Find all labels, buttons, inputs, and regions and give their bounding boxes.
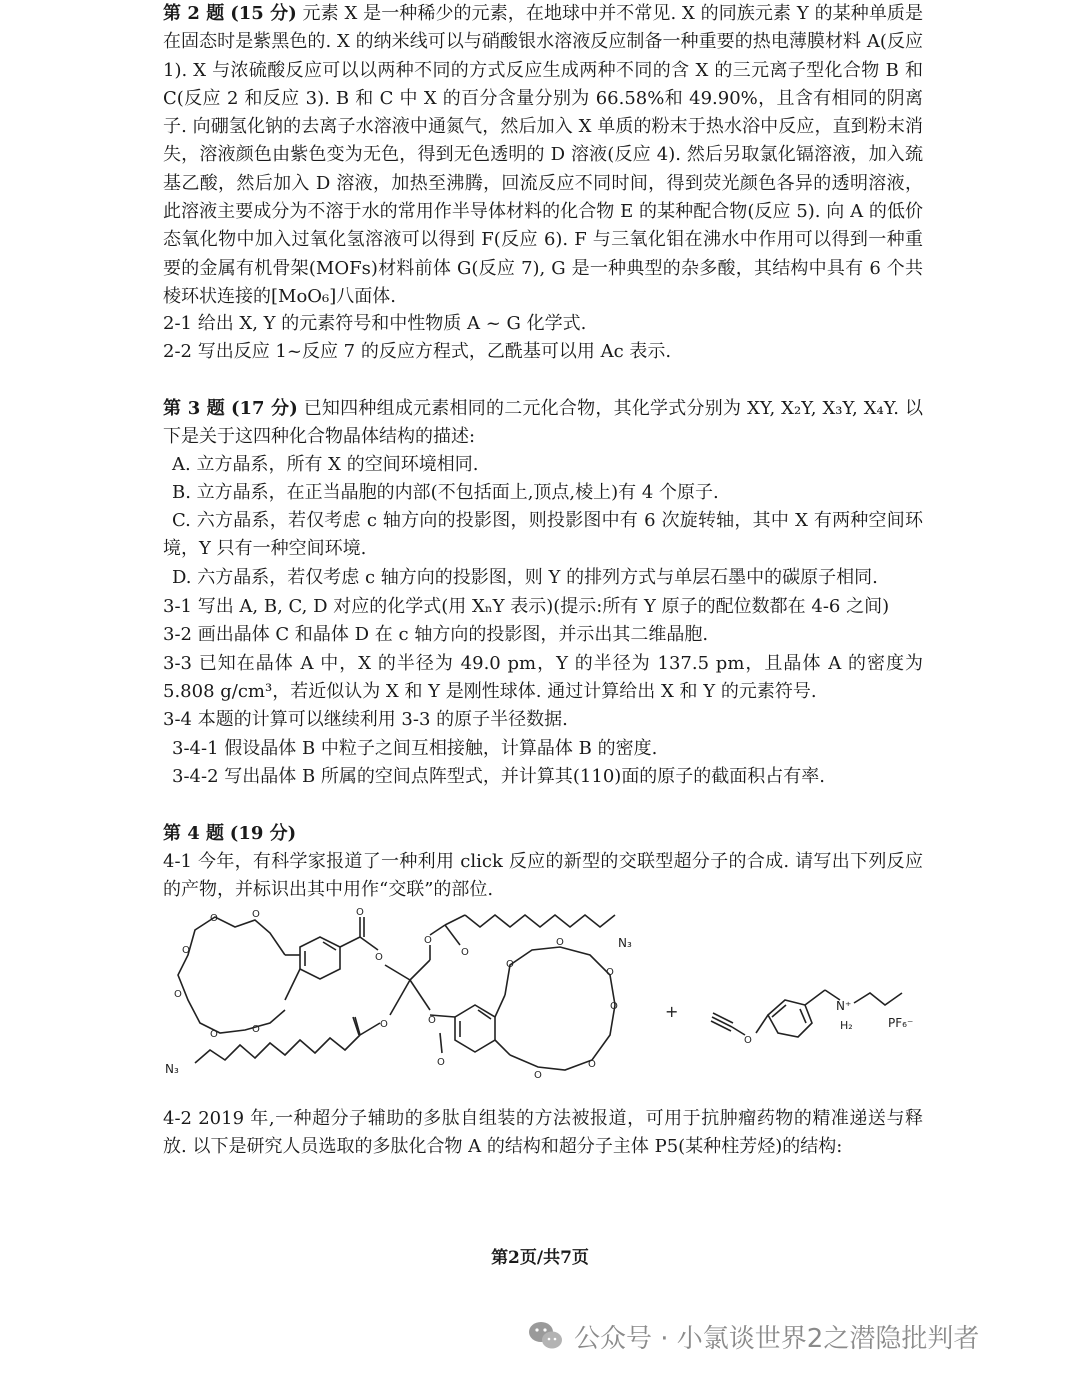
svg-text:O: O bbox=[174, 989, 182, 1000]
benzene-ring-right bbox=[430, 995, 510, 1068]
svg-text:O: O bbox=[252, 909, 260, 920]
watermark-text: 公众号 · 小氯谈世界2之潜隐批判者 bbox=[574, 1323, 980, 1354]
page-number-footer: 第2页/共7页 bbox=[491, 1248, 589, 1268]
q3-intro-block bbox=[163, 395, 923, 452]
q3-score: (17 分) bbox=[230, 398, 298, 419]
svg-text:O: O bbox=[506, 959, 514, 970]
svg-text:O: O bbox=[380, 1019, 388, 1030]
svg-text:O: O bbox=[437, 1057, 445, 1068]
plus-sign: + bbox=[665, 1002, 679, 1021]
azide-label-left: N₃ bbox=[165, 1062, 179, 1076]
q3-option-c-text: C. 六方晶系，若仅考虑 c 轴方向的投影图，则投影图中有 6 次旋转轴，其中 X 有两种空间环境，Y 只有一种空间环境. bbox=[163, 510, 923, 560]
ammonium-h2-label: H₂ bbox=[840, 1019, 853, 1032]
q2-body bbox=[163, 0, 923, 311]
q3-option-a: A. 立方晶系，所有 X 的空间环境相同. bbox=[172, 454, 479, 475]
svg-text:O: O bbox=[428, 1015, 436, 1026]
svg-text:O: O bbox=[252, 1024, 260, 1035]
q2-title: 第 2 题 bbox=[163, 3, 225, 24]
svg-text:O: O bbox=[210, 913, 218, 924]
q3-sub3 bbox=[163, 650, 923, 707]
crown-ether-left bbox=[174, 909, 285, 1040]
svg-text:O: O bbox=[182, 945, 190, 956]
q4-title: 第 4 题 bbox=[163, 823, 225, 844]
pentaerythritol-core bbox=[380, 915, 469, 1030]
svg-text:O: O bbox=[588, 1059, 596, 1070]
svg-text:O: O bbox=[556, 937, 564, 948]
q4-sub2 bbox=[163, 1105, 923, 1162]
svg-text:O: O bbox=[375, 952, 383, 963]
svg-text:O: O bbox=[606, 967, 614, 978]
q3-sub4-1: 3-4-1 假设晶体 B 中粒子之间互相接触，计算晶体 B 的密度. bbox=[172, 738, 658, 759]
alkyne-ammonium-reagent bbox=[711, 990, 913, 1046]
q3-option-d: D. 六方晶系，若仅考虑 c 轴方向的投影图，则 Y 的排列方式与单层石墨中的碳原子相同. bbox=[172, 567, 878, 588]
svg-text:O: O bbox=[534, 1070, 542, 1081]
q3-sub4-2: 3-4-2 写出晶体 B 所属的空间点阵型式，并计算其(110)面的原子的截面积占有率. bbox=[172, 766, 826, 787]
q3-sub4: 3-4 本题的计算可以继续利用 3-3 的原子半径数据. bbox=[163, 709, 568, 730]
q3-sub3-text: 3-3 已知在晶体 A 中，X 的半径为 49.0 pm，Y 的半径为 137.5 pm，且晶体 A 的密度为 5.808 g/cm³，若近似认为 X 和 Y 是刚性球体. 通过计算给出 X 和 Y 的元素符号. bbox=[163, 653, 923, 703]
alkyl-chain-bottom bbox=[165, 1017, 380, 1076]
q3-sub2: 3-2 画出晶体 C 和晶体 D 在 c 轴方向的投影图，并示出其二维晶胞. bbox=[163, 624, 709, 645]
q3-option-b: B. 立方晶系，在正当晶胞的内部(不包括面上,顶点,棱上)有 4 个原子. bbox=[172, 482, 719, 503]
crown-ether-right bbox=[505, 937, 618, 1081]
q2-sub1: 2-1 给出 X, Y 的元素符号和中性物质 A ~ G 化学式. bbox=[163, 313, 587, 334]
q3-option-c bbox=[163, 507, 923, 564]
click-reaction-scheme bbox=[160, 905, 930, 1090]
svg-text:O: O bbox=[461, 947, 469, 958]
q2-sub2: 2-2 写出反应 1~反应 7 的反应方程式，乙酰基可以用 Ac 表示. bbox=[163, 341, 672, 362]
svg-text:O: O bbox=[210, 1029, 218, 1040]
q2-text: 元素 X 是一种稀少的元素，在地球中并不常见. X 的同族元素 Y 的某种单质是在固态时是紫黑色的. X 的纳米线可以与硝酸银水溶液反应制备一种重要的热电薄膜材料 A(反应 1). X 与浓硫酸反应可以以两种不同的方式反应生成两种不同的含 X 的三元离子型化合物 B 和 C(反应 2 和反应 3). B 和 C 中 X 的百分含量分别为 66.58%和 49.90%，且含有相同的阴离子. 向硼氢化钠的去离子水溶液中通氮气，然后加入 X 单质的粉末于热水浴中反应，直到粉末消失，溶液颜色由紫色变为无色，得到无色透明的 D 溶液(反应 4). 然后另取氯化镉溶液，加入巯基乙酸，然后加入 D 溶液，加热至沸腾，回流反应不同时间，得到荧光颜色各异的透明溶液，此溶液主要成分为不溶于水的常用作半导体材料的化合物 E 的某种配合物(反应 5). 向 A 的低价态氧化物中加入过氧化氢溶液可以得到 F(反应 6). F 与三氧化钼在沸水中作用可以得到一种重要的金属有机骨架(MOFs)材料前体 G(反应 7), G 是一种典型的杂多酸，其结构中具有 6 个共棱环状连接的[MoO₆]八面体. bbox=[163, 3, 923, 307]
benzene-ring-left bbox=[285, 907, 383, 1000]
q4-score: (19 分) bbox=[229, 823, 297, 844]
q3-sub1: 3-1 写出 A, B, C, D 对应的化学式(用 XₙY 表示)(提示:所有 Y 原子的配位数都在 4-6 之间) bbox=[163, 596, 890, 617]
q3-intro: 已知四种组成元素相同的二元化合物，其化学式分别为 XY, X₂Y, X₃Y, X₄Y. 以下是关于这四种化合物晶体结构的描述: bbox=[163, 398, 923, 448]
q2-score: (15 分) bbox=[230, 3, 297, 24]
wechat-icon bbox=[528, 1320, 564, 1352]
q4-sub2-text: 4-2 2019 年,一种超分子辅助的多肽自组装的方法被报道，可用于抗肿瘤药物的精准递送与释放. 以下是研究人员选取的多肽化合物 A 的结构和超分子主体 P5(某种柱芳烃)的结构: bbox=[163, 1108, 923, 1158]
q4-sub1 bbox=[163, 848, 923, 905]
alkyl-chain-top bbox=[465, 915, 632, 950]
counterion-label: PF₆⁻ bbox=[888, 1016, 914, 1030]
q3-title: 第 3 题 bbox=[163, 398, 225, 419]
q4-heading bbox=[163, 820, 296, 848]
azide-label-top: N₃ bbox=[618, 936, 632, 950]
svg-text:O: O bbox=[610, 1001, 618, 1012]
svg-text:O: O bbox=[356, 907, 364, 918]
ammonium-n-label: N⁺ bbox=[836, 999, 852, 1013]
q4-sub1-text: 4-1 今年，有科学家报道了一种利用 click 反应的新型的交联型超分子的合成. 请写出下列反应的产物，并标识出其中用作“交联”的部位. bbox=[163, 851, 923, 901]
svg-text:O: O bbox=[424, 935, 432, 946]
watermark bbox=[528, 1316, 979, 1356]
svg-text:O: O bbox=[744, 1035, 752, 1046]
